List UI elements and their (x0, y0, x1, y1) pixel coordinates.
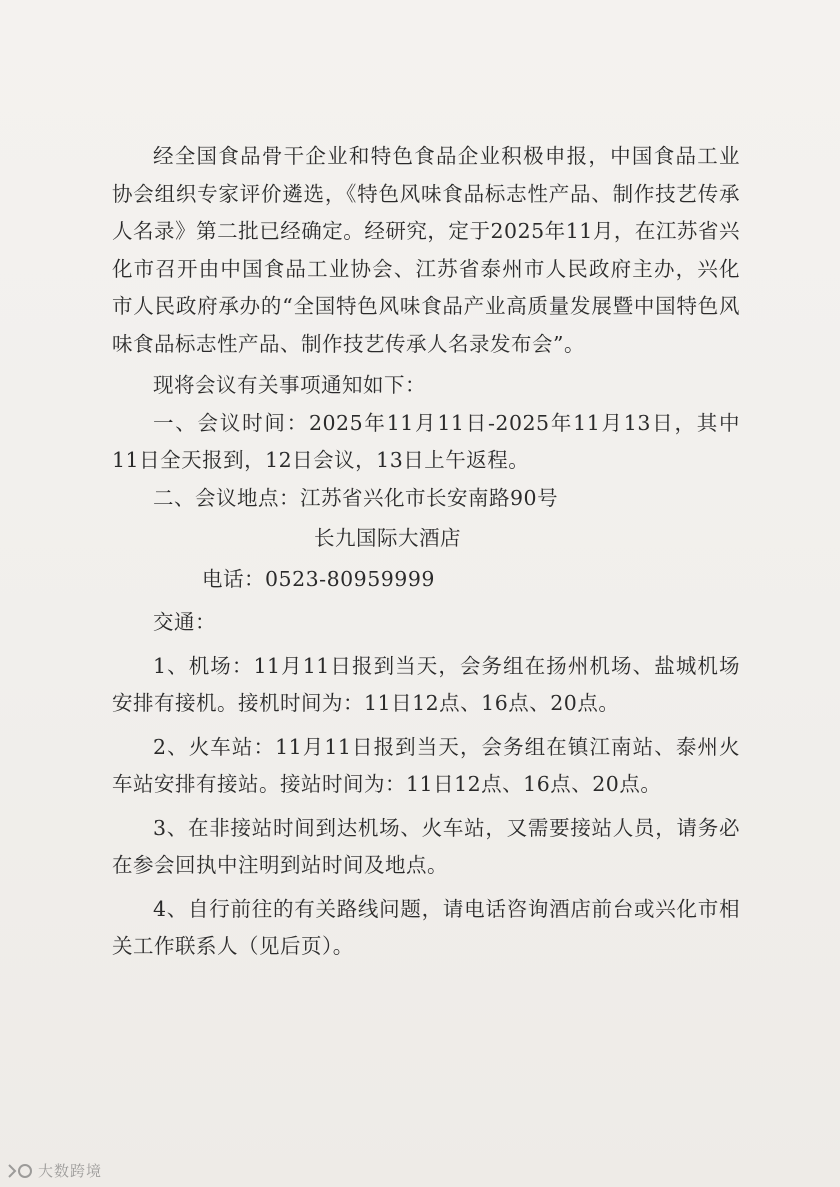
meeting-location-paragraph: 二、会议地点：江苏省兴化市长安南路90号 (153, 485, 559, 510)
notice-body (112, 138, 740, 966)
hotel-name: 长九国际大酒店 (314, 526, 461, 550)
traffic-item-train: 2、火车站：11月11日报到当天，会务组在镇江南站、泰州火车站安排有接站。接站时间为：11日12点、16点、20点。 (112, 734, 740, 796)
notice-lead-paragraph: 现将会议有关事项通知如下： (153, 373, 426, 397)
brand-logo-icon (6, 1162, 34, 1180)
intro-paragraph: 经全国食品骨干企业和特色食品企业积极申报，中国食品工业协会组织专家评价遴选，《特色风味食品标志性产品、制作技艺传承人名录》第二批已经确定。经研究，定于2025年11月，在江苏省兴化市召开由中国食品工业协会、江苏省泰州市人民政府主办，兴化市人民政府承办的“全国特色风味食品产业高质量发展暨中国特色风味食品标志性产品、制作技艺传承人名录发布会”。 (112, 144, 740, 356)
phone-number: 电话：0523-80959999 (202, 566, 435, 591)
traffic-heading: 交通： (153, 610, 216, 634)
traffic-item-offschedule: 3、在非接站时间到达机场、火车站，又需要接站人员，请务必在参会回执中注明到站时间及地点。 (112, 815, 740, 877)
traffic-item-self-travel: 4、自行前往的有关路线问题，请电话咨询酒店前台或兴化市相关工作联系人（见后页）。 (112, 896, 740, 958)
watermark (6, 1160, 102, 1181)
traffic-item-airport: 1、机场：11月11日报到当天，会务组在扬州机场、盐城机场安排有接机。接机时间为：11日12点、16点、20点。 (112, 653, 740, 715)
meeting-time-paragraph: 一、会议时间：2025年11月11日-2025年11月13日，其中11日全天报到，12日会议，13日上午返程。 (112, 410, 740, 472)
watermark-text: 大数跨境 (38, 1162, 103, 1180)
